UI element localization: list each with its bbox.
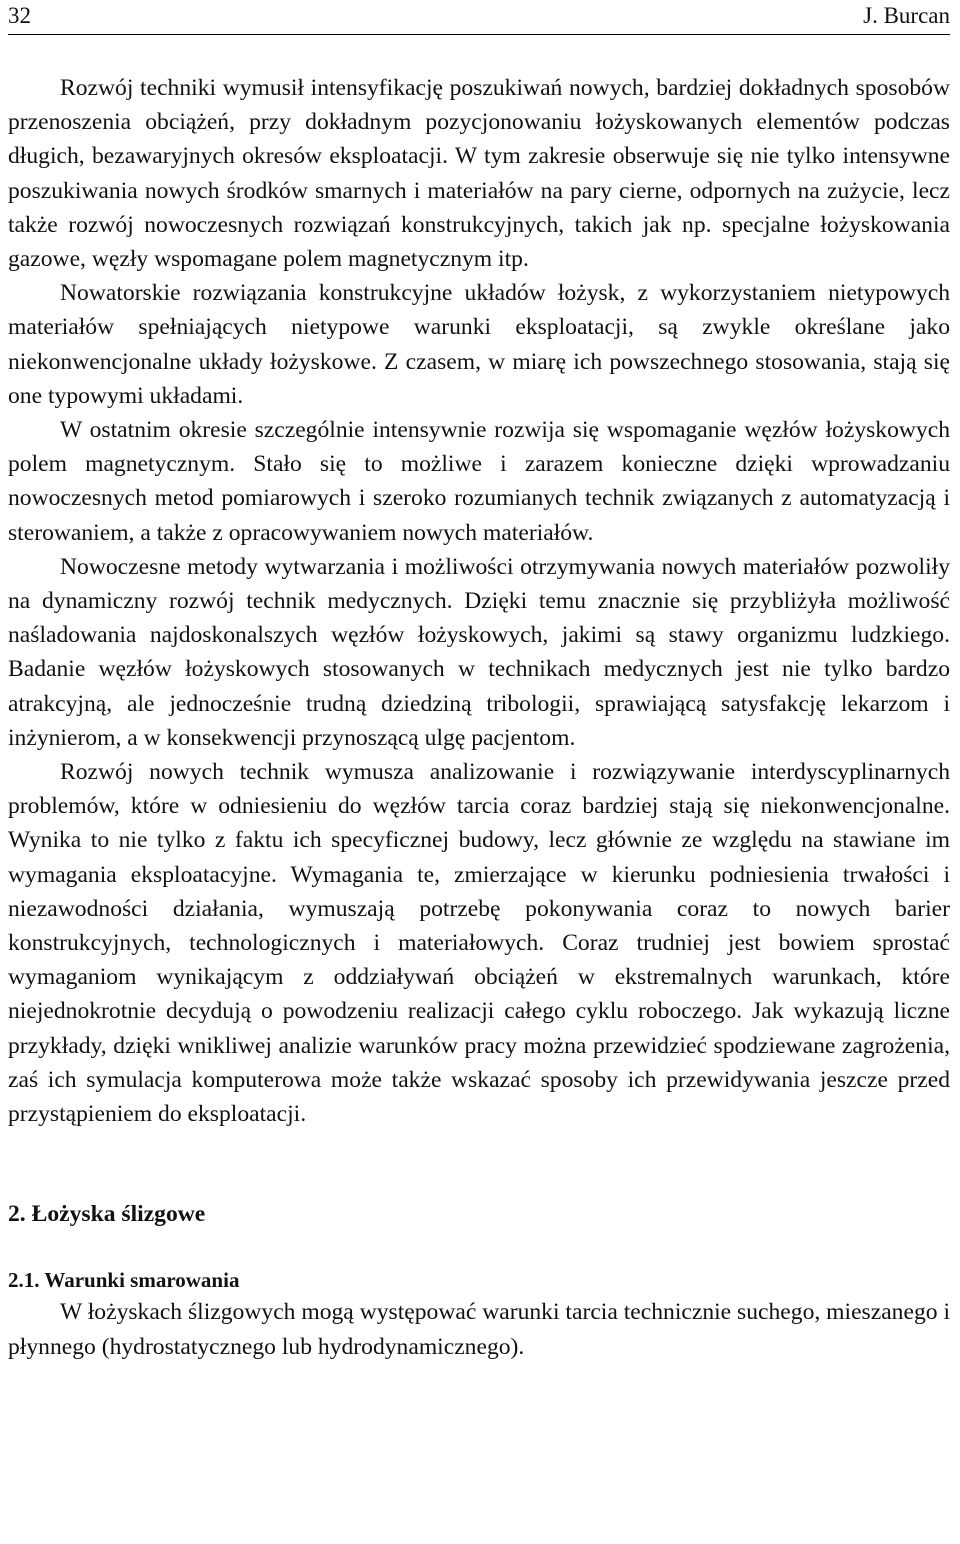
paragraph-2: Nowatorskie rozwiązania konstrukcyjne układów łożysk, z wykorzystaniem nietypowych materiałów spełniających nietypowe warunki eksploatacji, są zwykle określane jako niekonwencjonalne układy łożyskowe. Z czasem, w miarę ich powszechnego stosowania, stają się one typowymi układami. — [8, 280, 950, 409]
paragraph-4: Nowoczesne metody wytwarzania i możliwości otrzymywania nowych materiałów pozwoliły na dynamiczny rozwój technik medycznych. Dzięki temu znacznie się przybliżyła możliwość naśladowania najdoskonalszych węzłów łożyskowych, jakimi są stawy organizmu ludzkiego. Badanie węzłów łożyskowych stosowanych w technikach medycznych jest nie tylko bardzo atrakcyjną, ale jednocześnie trudną dziedziną tribologii, sprawiającą satysfakcję lekarzom i inżynierom, a w konsekwencji przynoszącą ulgę pacjentom. — [8, 553, 950, 751]
subsection-paragraph: W łożyskach ślizgowych mogą występować warunki tarcia technicznie suchego, mieszanego i płynnego (hydrostatycznego lub hydrodynamicznego). — [8, 1299, 950, 1360]
body-text — [8, 71, 950, 1364]
paragraph-3: W ostatnim okresie szczególnie intensywnie rozwija się wspomaganie węzłów łożyskowych polem magnetycznym. Stało się to możliwe i zarazem konieczne dzięki wprowadzaniu nowoczesnych metod pomiarowych i szeroko rozumianych technik związanych z automatyzacją i sterowaniem, a także z opracowywaniem nowych materiałów. — [8, 417, 950, 546]
section-heading: 2. Łożyska ślizgowe — [8, 1201, 206, 1228]
running-author: J. Burcan — [863, 3, 950, 28]
page-number: 32 — [8, 3, 31, 28]
paragraph-5: Rozwój nowych technik wymusza analizowanie i rozwiązywanie interdyscyplinarnych problemów, które w odniesieniu do węzłów tarcia coraz bardziej stają się niekonwencjonalne. Wynika to nie tylko z faktu ich specyficznej budowy, lecz głównie ze względu na stawiane im wymagania eksploatacyjne. Wymagania te, zmierzające w kierunku podniesienia trwałości i niezawodności działania, wymuszają potrzebę pokonywania coraz to nowych barier konstrukcyjnych, technologicznych i materiałowych. Coraz trudniej jest bowiem sprostać wymaganiom wynikającym z oddziaływań obciążeń w ekstremalnych warunkach, które niejednokrotnie decydują o powodzeniu realizacji całego cyklu roboczego. Jak wykazują liczne przykłady, dzięki wnikliwej analizie warunków pracy można przewidzieć spodziewane zagrożenia, zaś ich symulacja komputerowa może także wskazać sposoby ich przewidywania jeszcze przed przystąpieniem do eksploatacji. — [8, 759, 950, 1128]
paragraph-1: Rozwój techniki wymusił intensyfikację poszukiwań nowych, bardziej dokładnych sposobów przenoszenia obciążeń, przy dokładnym pozycjonowaniu łożyskowanych elementów podczas długich, bezawaryjnych okresów eksploatacji. W tym zakresie obserwuje się nie tylko intensywne poszukiwania nowych środków smarnych i materiałów na pary cierne, odpornych na zużycie, lecz także rozwój nowoczesnych rozwiązań konstrukcyjnych, takich jak np. specjalne łożyskowania gazowe, węzły wspomagane polem magnetycznym itp. — [8, 75, 950, 273]
running-header — [8, 0, 950, 35]
subsection-heading: 2.1. Warunki smarowania — [8, 1268, 240, 1293]
